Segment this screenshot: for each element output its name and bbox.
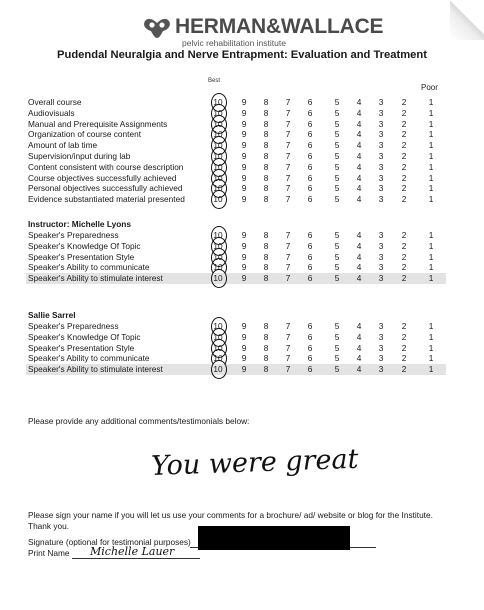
rating-row-label: Speaker's Presentation Style [28, 251, 135, 262]
rating-option-10[interactable]: 10 [213, 140, 223, 151]
rating-option-8[interactable]: 8 [263, 353, 269, 364]
rating-option-3[interactable]: 3 [378, 183, 384, 194]
rating-option-9[interactable]: 9 [241, 172, 247, 183]
signature-label: Signature (optional for testimonial purposes) [28, 537, 191, 547]
rating-option-3[interactable]: 3 [378, 364, 384, 375]
comments-prompt: Please provide any additional comments/testimonials below: [28, 416, 250, 426]
rating-option-4[interactable]: 4 [356, 331, 362, 342]
rating-option-5[interactable]: 5 [334, 251, 340, 262]
rating-option-1[interactable]: 1 [428, 183, 434, 194]
rating-row [26, 262, 446, 273]
rating-option-2[interactable]: 2 [401, 97, 407, 107]
rating-row-label: Organization of course content [28, 129, 141, 140]
rating-option-6[interactable]: 6 [307, 161, 313, 172]
rating-option-7[interactable]: 7 [285, 251, 291, 262]
rating-option-2[interactable]: 2 [401, 161, 407, 172]
rating-option-8[interactable]: 8 [263, 172, 269, 183]
rating-option-7[interactable]: 7 [285, 364, 291, 375]
rating-option-2[interactable]: 2 [401, 183, 407, 194]
rating-option-6[interactable]: 6 [307, 118, 313, 129]
rating-option-1[interactable]: 1 [428, 140, 434, 151]
rating-option-7[interactable]: 7 [285, 331, 291, 342]
rating-option-7[interactable]: 7 [285, 97, 291, 107]
rating-option-4[interactable]: 4 [356, 194, 362, 205]
rating-option-4[interactable]: 4 [356, 151, 362, 161]
rating-option-5[interactable]: 5 [334, 151, 340, 161]
rating-option-7[interactable]: 7 [285, 161, 291, 172]
rating-option-8[interactable]: 8 [263, 262, 269, 273]
rating-option-6[interactable]: 6 [307, 97, 313, 107]
rating-option-10[interactable]: 10 [213, 151, 223, 161]
rating-row-label: Content consistent with course description [28, 161, 184, 172]
rating-option-3[interactable]: 3 [378, 251, 384, 262]
rating-option-4[interactable]: 4 [356, 118, 362, 129]
rating-row [26, 194, 446, 205]
rating-option-2[interactable]: 2 [401, 172, 407, 183]
rating-row-label: Speaker's Ability to stimulate interest [28, 364, 163, 375]
scale-best-label: Best [208, 78, 221, 84]
rating-row-label: Speaker's Ability to communicate [28, 353, 150, 364]
rating-option-6[interactable]: 6 [307, 194, 313, 205]
rating-option-5[interactable]: 5 [334, 107, 340, 118]
rating-option-2[interactable]: 2 [401, 129, 407, 140]
rating-option-3[interactable]: 3 [378, 97, 384, 107]
rating-option-10[interactable]: 10 [213, 161, 223, 172]
rating-row [26, 230, 446, 241]
handdrawn-circle-mark [211, 360, 227, 379]
rating-option-8[interactable]: 8 [263, 240, 269, 251]
rating-option-2[interactable]: 2 [401, 364, 407, 375]
rating-option-8[interactable]: 8 [263, 129, 269, 140]
rating-row-label: Speaker's Knowledge Of Topic [28, 240, 141, 251]
rating-option-9[interactable]: 9 [241, 118, 247, 129]
rating-option-5[interactable]: 5 [334, 194, 340, 205]
rating-option-3[interactable]: 3 [378, 161, 384, 172]
rating-option-1[interactable]: 1 [428, 251, 434, 262]
rating-option-4[interactable]: 4 [356, 183, 362, 194]
rating-option-6[interactable]: 6 [307, 240, 313, 251]
rating-option-2[interactable]: 2 [401, 342, 407, 353]
rating-option-6[interactable]: 6 [307, 342, 313, 353]
rating-option-8[interactable]: 8 [263, 118, 269, 129]
page-corner-fold [450, 0, 484, 40]
rating-option-3[interactable]: 3 [378, 353, 384, 364]
rating-option-9[interactable]: 9 [241, 183, 247, 194]
rating-option-5[interactable]: 5 [334, 129, 340, 140]
rating-row-label: Speaker's Knowledge Of Topic [28, 331, 141, 342]
handdrawn-circle-mark [211, 190, 227, 209]
rating-option-10[interactable]: 10 [213, 364, 223, 375]
rating-option-5[interactable]: 5 [334, 183, 340, 194]
rating-row-label: Overall course [28, 97, 82, 107]
rating-option-5[interactable]: 5 [334, 273, 340, 284]
rating-option-1[interactable]: 1 [428, 194, 434, 205]
rating-option-3[interactable]: 3 [378, 321, 384, 331]
section-heading: Sallie Sarrel [28, 310, 76, 320]
rating-option-2[interactable]: 2 [401, 262, 407, 273]
rating-option-7[interactable]: 7 [285, 183, 291, 194]
rating-option-3[interactable]: 3 [378, 331, 384, 342]
print-name-label: Print Name [28, 548, 70, 558]
rating-option-9[interactable]: 9 [241, 364, 247, 375]
rating-option-6[interactable]: 6 [307, 107, 313, 118]
rating-option-7[interactable]: 7 [285, 129, 291, 140]
rating-option-9[interactable]: 9 [241, 321, 247, 331]
rating-option-2[interactable]: 2 [401, 273, 407, 284]
pelvis-logo-icon [142, 17, 172, 39]
handwritten-print-name [86, 541, 196, 559]
rating-option-9[interactable]: 9 [241, 251, 247, 262]
rating-option-1[interactable]: 1 [428, 107, 434, 118]
rating-option-6[interactable]: 6 [307, 364, 313, 375]
rating-option-8[interactable]: 8 [263, 342, 269, 353]
rating-option-7[interactable]: 7 [285, 353, 291, 364]
rating-option-8[interactable]: 8 [263, 140, 269, 151]
rating-option-9[interactable]: 9 [241, 129, 247, 140]
rating-option-6[interactable]: 6 [307, 353, 313, 364]
rating-option-9[interactable]: 9 [241, 262, 247, 273]
rating-option-4[interactable]: 4 [356, 230, 362, 240]
rating-row [26, 129, 446, 140]
rating-option-9[interactable]: 9 [241, 107, 247, 118]
rating-option-2[interactable]: 2 [401, 353, 407, 364]
rating-option-7[interactable]: 7 [285, 273, 291, 284]
handwritten-comment-text: You were great [150, 443, 359, 482]
rating-option-1[interactable]: 1 [428, 172, 434, 183]
rating-option-10[interactable]: 10 [213, 321, 223, 331]
rating-option-2[interactable]: 2 [401, 240, 407, 251]
rating-option-10[interactable]: 10 [213, 262, 223, 273]
rating-option-10[interactable]: 10 [213, 273, 223, 284]
rating-option-2[interactable]: 2 [401, 107, 407, 118]
rating-option-7[interactable]: 7 [285, 194, 291, 205]
rating-option-1[interactable]: 1 [428, 161, 434, 172]
rating-row-label: Speaker's Presentation Style [28, 342, 135, 353]
rating-option-3[interactable]: 3 [378, 273, 384, 284]
rating-option-3[interactable]: 3 [378, 262, 384, 273]
rating-option-10[interactable]: 10 [213, 240, 223, 251]
rating-option-10[interactable]: 10 [213, 129, 223, 140]
rating-option-8[interactable]: 8 [263, 151, 269, 161]
rating-row [26, 321, 446, 332]
rating-option-1[interactable]: 1 [428, 331, 434, 342]
rating-option-1[interactable]: 1 [428, 118, 434, 129]
rating-option-8[interactable]: 8 [263, 273, 269, 284]
rating-option-7[interactable]: 7 [285, 140, 291, 151]
rating-row-label: Speaker's Ability to stimulate interest [28, 273, 163, 284]
rating-row [26, 151, 446, 162]
rating-option-4[interactable]: 4 [356, 129, 362, 140]
rating-option-4[interactable]: 4 [356, 97, 362, 107]
rating-option-6[interactable]: 6 [307, 321, 313, 331]
rating-option-6[interactable]: 6 [307, 262, 313, 273]
rating-row [26, 173, 446, 184]
rating-option-3[interactable]: 3 [378, 230, 384, 240]
rating-option-2[interactable]: 2 [401, 140, 407, 151]
rating-option-9[interactable]: 9 [241, 230, 247, 240]
rating-option-9[interactable]: 9 [241, 194, 247, 205]
rating-row [26, 162, 446, 173]
rating-option-10[interactable]: 10 [213, 194, 223, 205]
rating-option-10[interactable]: 10 [213, 107, 223, 118]
rating-option-5[interactable]: 5 [334, 342, 340, 353]
rating-option-6[interactable]: 6 [307, 151, 313, 161]
rating-option-2[interactable]: 2 [401, 194, 407, 205]
rating-option-2[interactable]: 2 [401, 331, 407, 342]
rating-option-10[interactable]: 10 [213, 331, 223, 342]
handdrawn-circle-mark [211, 269, 227, 288]
rating-option-6[interactable]: 6 [307, 251, 313, 262]
rating-option-9[interactable]: 9 [241, 240, 247, 251]
rating-row [26, 343, 446, 354]
rating-option-9[interactable]: 9 [241, 161, 247, 172]
rating-option-3[interactable]: 3 [378, 140, 384, 151]
rating-option-10[interactable]: 10 [213, 251, 223, 262]
rating-row-label: Personal objectives successfully achieved [28, 183, 183, 194]
rating-option-4[interactable]: 4 [356, 342, 362, 353]
rating-option-10[interactable]: 10 [213, 230, 223, 240]
rating-option-1[interactable]: 1 [428, 230, 434, 240]
logo-name: HERMAN&WALLACE [175, 15, 384, 38]
rating-option-6[interactable]: 6 [307, 183, 313, 194]
rating-option-4[interactable]: 4 [356, 107, 362, 118]
rating-option-4[interactable]: 4 [356, 240, 362, 251]
rating-row [26, 252, 446, 263]
rating-option-4[interactable]: 4 [356, 161, 362, 172]
rating-option-9[interactable]: 9 [241, 151, 247, 161]
rating-option-5[interactable]: 5 [334, 240, 340, 251]
rating-option-8[interactable]: 8 [263, 161, 269, 172]
rating-option-7[interactable]: 7 [285, 172, 291, 183]
rating-option-10[interactable]: 10 [213, 353, 223, 364]
logo-tagline: pelvic rehabilitation institute [182, 38, 286, 48]
rating-row-label: Course objectives successfully achieved [28, 172, 177, 183]
logo [142, 15, 384, 49]
rating-option-9[interactable]: 9 [241, 273, 247, 284]
rating-option-6[interactable]: 6 [307, 331, 313, 342]
rating-row-label: Audiovisuals [28, 107, 75, 118]
rating-option-1[interactable]: 1 [428, 321, 434, 331]
rating-row [26, 140, 446, 151]
rating-option-4[interactable]: 4 [356, 262, 362, 273]
rating-option-1[interactable]: 1 [428, 342, 434, 353]
rating-option-4[interactable]: 4 [356, 364, 362, 375]
rating-option-8[interactable]: 8 [263, 97, 269, 107]
rating-option-5[interactable]: 5 [334, 161, 340, 172]
rating-option-6[interactable]: 6 [307, 230, 313, 240]
rating-option-1[interactable]: 1 [428, 240, 434, 251]
rating-option-5[interactable]: 5 [334, 230, 340, 240]
rating-option-9[interactable]: 9 [241, 331, 247, 342]
rating-option-8[interactable]: 8 [263, 364, 269, 375]
rating-option-7[interactable]: 7 [285, 342, 291, 353]
rating-option-3[interactable]: 3 [378, 240, 384, 251]
rating-option-10[interactable]: 10 [213, 342, 223, 353]
rating-option-3[interactable]: 3 [378, 194, 384, 205]
form-title: Pudendal Neuralgia and Nerve Entrapment: Evaluation and Treatment [57, 49, 427, 61]
rating-option-5[interactable]: 5 [334, 172, 340, 183]
rating-option-1[interactable]: 1 [428, 273, 434, 284]
rating-row [26, 241, 446, 252]
section-heading: Instructor: Michelle Lyons [28, 219, 131, 229]
rating-option-7[interactable]: 7 [285, 230, 291, 240]
signature-prompt: Please sign your name if you will let us use your comments for a brochure/ ad/ website or blog for the Institute. Thank you. [28, 510, 433, 531]
rating-option-9[interactable]: 9 [241, 342, 247, 353]
rating-option-8[interactable]: 8 [263, 251, 269, 262]
rating-option-9[interactable]: 9 [241, 140, 247, 151]
rating-option-5[interactable]: 5 [334, 364, 340, 375]
rating-option-2[interactable]: 2 [401, 321, 407, 331]
rating-option-8[interactable]: 8 [263, 230, 269, 240]
rating-option-7[interactable]: 7 [285, 118, 291, 129]
rating-option-9[interactable]: 9 [241, 97, 247, 107]
rating-option-1[interactable]: 1 [428, 97, 434, 107]
rating-row [26, 332, 446, 343]
rating-row-label: Evidence substantiated material presented [28, 194, 185, 205]
rating-row [26, 119, 446, 130]
rating-option-1[interactable]: 1 [428, 262, 434, 273]
rating-row-label: Speaker's Ability to communicate [28, 262, 150, 273]
rating-option-5[interactable]: 5 [334, 262, 340, 273]
rating-option-4[interactable]: 4 [356, 353, 362, 364]
rating-option-8[interactable]: 8 [263, 107, 269, 118]
rating-option-1[interactable]: 1 [428, 364, 434, 375]
rating-option-4[interactable]: 4 [356, 321, 362, 331]
scale-poor-label: Poor [421, 83, 438, 92]
rating-option-8[interactable]: 8 [263, 183, 269, 194]
rating-option-4[interactable]: 4 [356, 251, 362, 262]
handwritten-comment [145, 435, 385, 485]
rating-row-label: Speaker's Preparedness [28, 230, 119, 240]
rating-row [26, 353, 446, 364]
rating-option-2[interactable]: 2 [401, 118, 407, 129]
rating-option-3[interactable]: 3 [378, 129, 384, 140]
rating-option-7[interactable]: 7 [285, 240, 291, 251]
rating-option-1[interactable]: 1 [428, 151, 434, 161]
rating-option-10[interactable]: 10 [213, 97, 223, 107]
rating-option-2[interactable]: 2 [401, 251, 407, 262]
rating-row [26, 273, 446, 284]
rating-option-10[interactable]: 10 [213, 118, 223, 129]
rating-option-5[interactable]: 5 [334, 118, 340, 129]
rating-option-5[interactable]: 5 [334, 353, 340, 364]
rating-option-5[interactable]: 5 [334, 321, 340, 331]
rating-option-3[interactable]: 3 [378, 107, 384, 118]
rating-row [26, 364, 446, 375]
rating-option-4[interactable]: 4 [356, 140, 362, 151]
rating-row-label: Amount of lab time [28, 140, 98, 151]
rating-row-label: Supervision/input during lab [28, 151, 131, 161]
rating-option-1[interactable]: 1 [428, 129, 434, 140]
redacted-signature [198, 526, 350, 550]
rating-row-label: Speaker's Preparedness [28, 321, 119, 331]
rating-option-4[interactable]: 4 [356, 172, 362, 183]
rating-option-7[interactable]: 7 [285, 321, 291, 331]
rating-option-3[interactable]: 3 [378, 151, 384, 161]
rating-option-3[interactable]: 3 [378, 342, 384, 353]
rating-option-6[interactable]: 6 [307, 129, 313, 140]
rating-row [26, 97, 446, 108]
rating-option-7[interactable]: 7 [285, 262, 291, 273]
rating-option-6[interactable]: 6 [307, 273, 313, 284]
rating-option-7[interactable]: 7 [285, 107, 291, 118]
rating-option-10[interactable]: 10 [213, 172, 223, 183]
rating-option-1[interactable]: 1 [428, 353, 434, 364]
rating-row [26, 108, 446, 119]
rating-option-4[interactable]: 4 [356, 273, 362, 284]
rating-option-9[interactable]: 9 [241, 353, 247, 364]
rating-option-10[interactable]: 10 [213, 183, 223, 194]
print-name-value: Michelle Lauer [90, 545, 175, 558]
rating-option-8[interactable]: 8 [263, 321, 269, 331]
rating-option-2[interactable]: 2 [401, 151, 407, 161]
rating-option-8[interactable]: 8 [263, 331, 269, 342]
rating-option-5[interactable]: 5 [334, 331, 340, 342]
rating-option-5[interactable]: 5 [334, 140, 340, 151]
rating-row-label: Manual and Prerequisite Assignments [28, 118, 168, 129]
rating-option-6[interactable]: 6 [307, 140, 313, 151]
rating-option-3[interactable]: 3 [378, 118, 384, 129]
rating-option-6[interactable]: 6 [307, 172, 313, 183]
rating-row [26, 183, 446, 194]
rating-option-5[interactable]: 5 [334, 97, 340, 107]
rating-option-8[interactable]: 8 [263, 194, 269, 205]
rating-option-7[interactable]: 7 [285, 151, 291, 161]
rating-option-3[interactable]: 3 [378, 172, 384, 183]
rating-option-2[interactable]: 2 [401, 230, 407, 240]
